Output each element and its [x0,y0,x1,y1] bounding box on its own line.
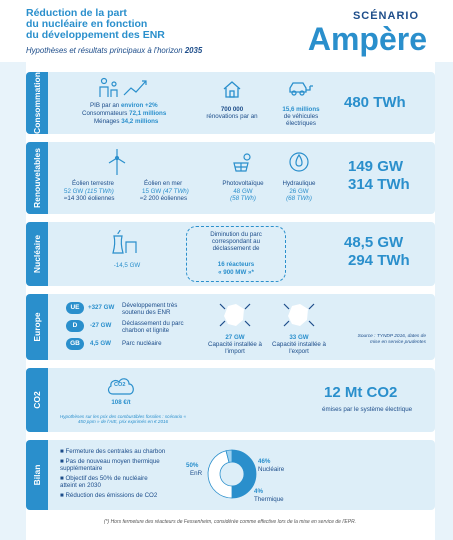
tab-nucleaire: Nucléaire [26,222,48,286]
donut-slice-enr [232,450,256,498]
panel-europe: Europe UE +327 GW Développement très soutenu des ENR D -27 GW Déclassement du parc charbon et lignite GB 4,5 GW Parc nucléaire 27 GW Capacité installée à l'import 33 GW Capacité installée à l'export Source : TYNDP 2016, dates de mise en service prudentes [26,294,435,360]
solar-panel-icon [232,152,254,174]
tab-consommation: Consommation [26,72,48,134]
tab-co2: CO2 [26,368,48,432]
tab-bilan: Bilan [26,440,48,510]
badge-gb: GB [66,338,84,350]
panel-nucleaire: Nucléaire -14,5 GW Diminution du parc correspondant au déclassement de 16 réacteurs « 900 MW »* 48,5 GW 294 TWh [26,222,435,286]
footnote: (*) Hors fermeture des réacteurs de Fessenheim, considérée comme effective lors de la mise en service de l'EPR. [103,519,357,525]
renouvelables-total-twh: 314 TWh [348,176,410,193]
bilan-bullet-4: ■ Réduction des émissions de CO2 [60,492,158,499]
co2-total: 12 Mt CO2 [324,384,398,401]
left-margin-band [0,62,26,540]
panel-bilan: Bilan ■ Fermeture des centrales au charbon ■ Pas de nouveau moyen thermique supplémentaire ■ Objectif des 50% de nucléaire atteint en 2030 ■ Réduction des émissions de CO2 50% EnR 46% Nucléaire 4% Thermique [26,440,435,510]
bilan-bullet-3: ■ Objectif des 50% de nucléaire atteint en 2030 [60,475,148,490]
page-subtitle: Hypothèses et résultats principaux à l'horizon 2035 [26,46,203,55]
badge-ue: UE [66,302,84,314]
scenario-name: Ampère [307,21,427,57]
bilan-bullet-1: ■ Fermeture des centrales au charbon [60,448,166,455]
header [0,0,453,70]
family-icon [98,77,150,99]
nucleaire-total-twh: 294 TWh [348,252,410,269]
panel-co2: CO2 CO2 108 €/t Hypothèses sur les prix des combustibles fossiles : scénario « 450 ppm » de l'AIE, prix exprimés en € 2016 12 Mt CO2 émises par le système électrique [26,368,435,432]
tab-europe: Europe [26,294,48,360]
tab-renouvelables: Renouvelables [26,142,48,214]
nucleaire-total-gw: 48,5 GW [344,234,404,251]
bilan-bullet-2: ■ Pas de nouveau moyen thermique supplémentaire [60,458,160,473]
renouvelables-total-gw: 149 GW [348,158,404,175]
house-icon [222,80,242,98]
europe-source: Source : TYNDP 2016, dates de mise en service prudentes [357,334,426,345]
consommation-total: 480 TWh [344,94,406,111]
scenario-label: SCÉNARIO [352,10,419,22]
badge-d: D [66,320,84,332]
electric-car-icon [288,80,316,98]
nuclear-plant-icon [110,230,138,254]
france-export-map-icon [282,300,316,330]
mix-donut-chart [206,448,258,500]
wind-turbine-icon [106,148,128,176]
panel-renouvelables: Renouvelables Éolien terrestre 52 GW (115 TWh) ≈14 300 éoliennes Éolien en mer 15 GW (47 TWh) ≈2 200 éoliennes Photovoltaïque 48 GW (58 TWh) Hydraulique 26 GW (68 TWh) 149 GW 314 TWh [26,142,435,214]
france-import-map-icon [218,300,252,330]
panel-consommation: Consommation PIB par an environ +2% Consommateurs 72,1 millions Ménages 34,2 millions 700 000 rénovations par an 15,6 millions de véhicules électriques 480 TWh [26,72,435,134]
hydro-icon [288,150,310,174]
page-title: Réduction de la part du nucléaire en fonction du développement des ENR [26,7,165,41]
right-margin-band [435,62,453,540]
